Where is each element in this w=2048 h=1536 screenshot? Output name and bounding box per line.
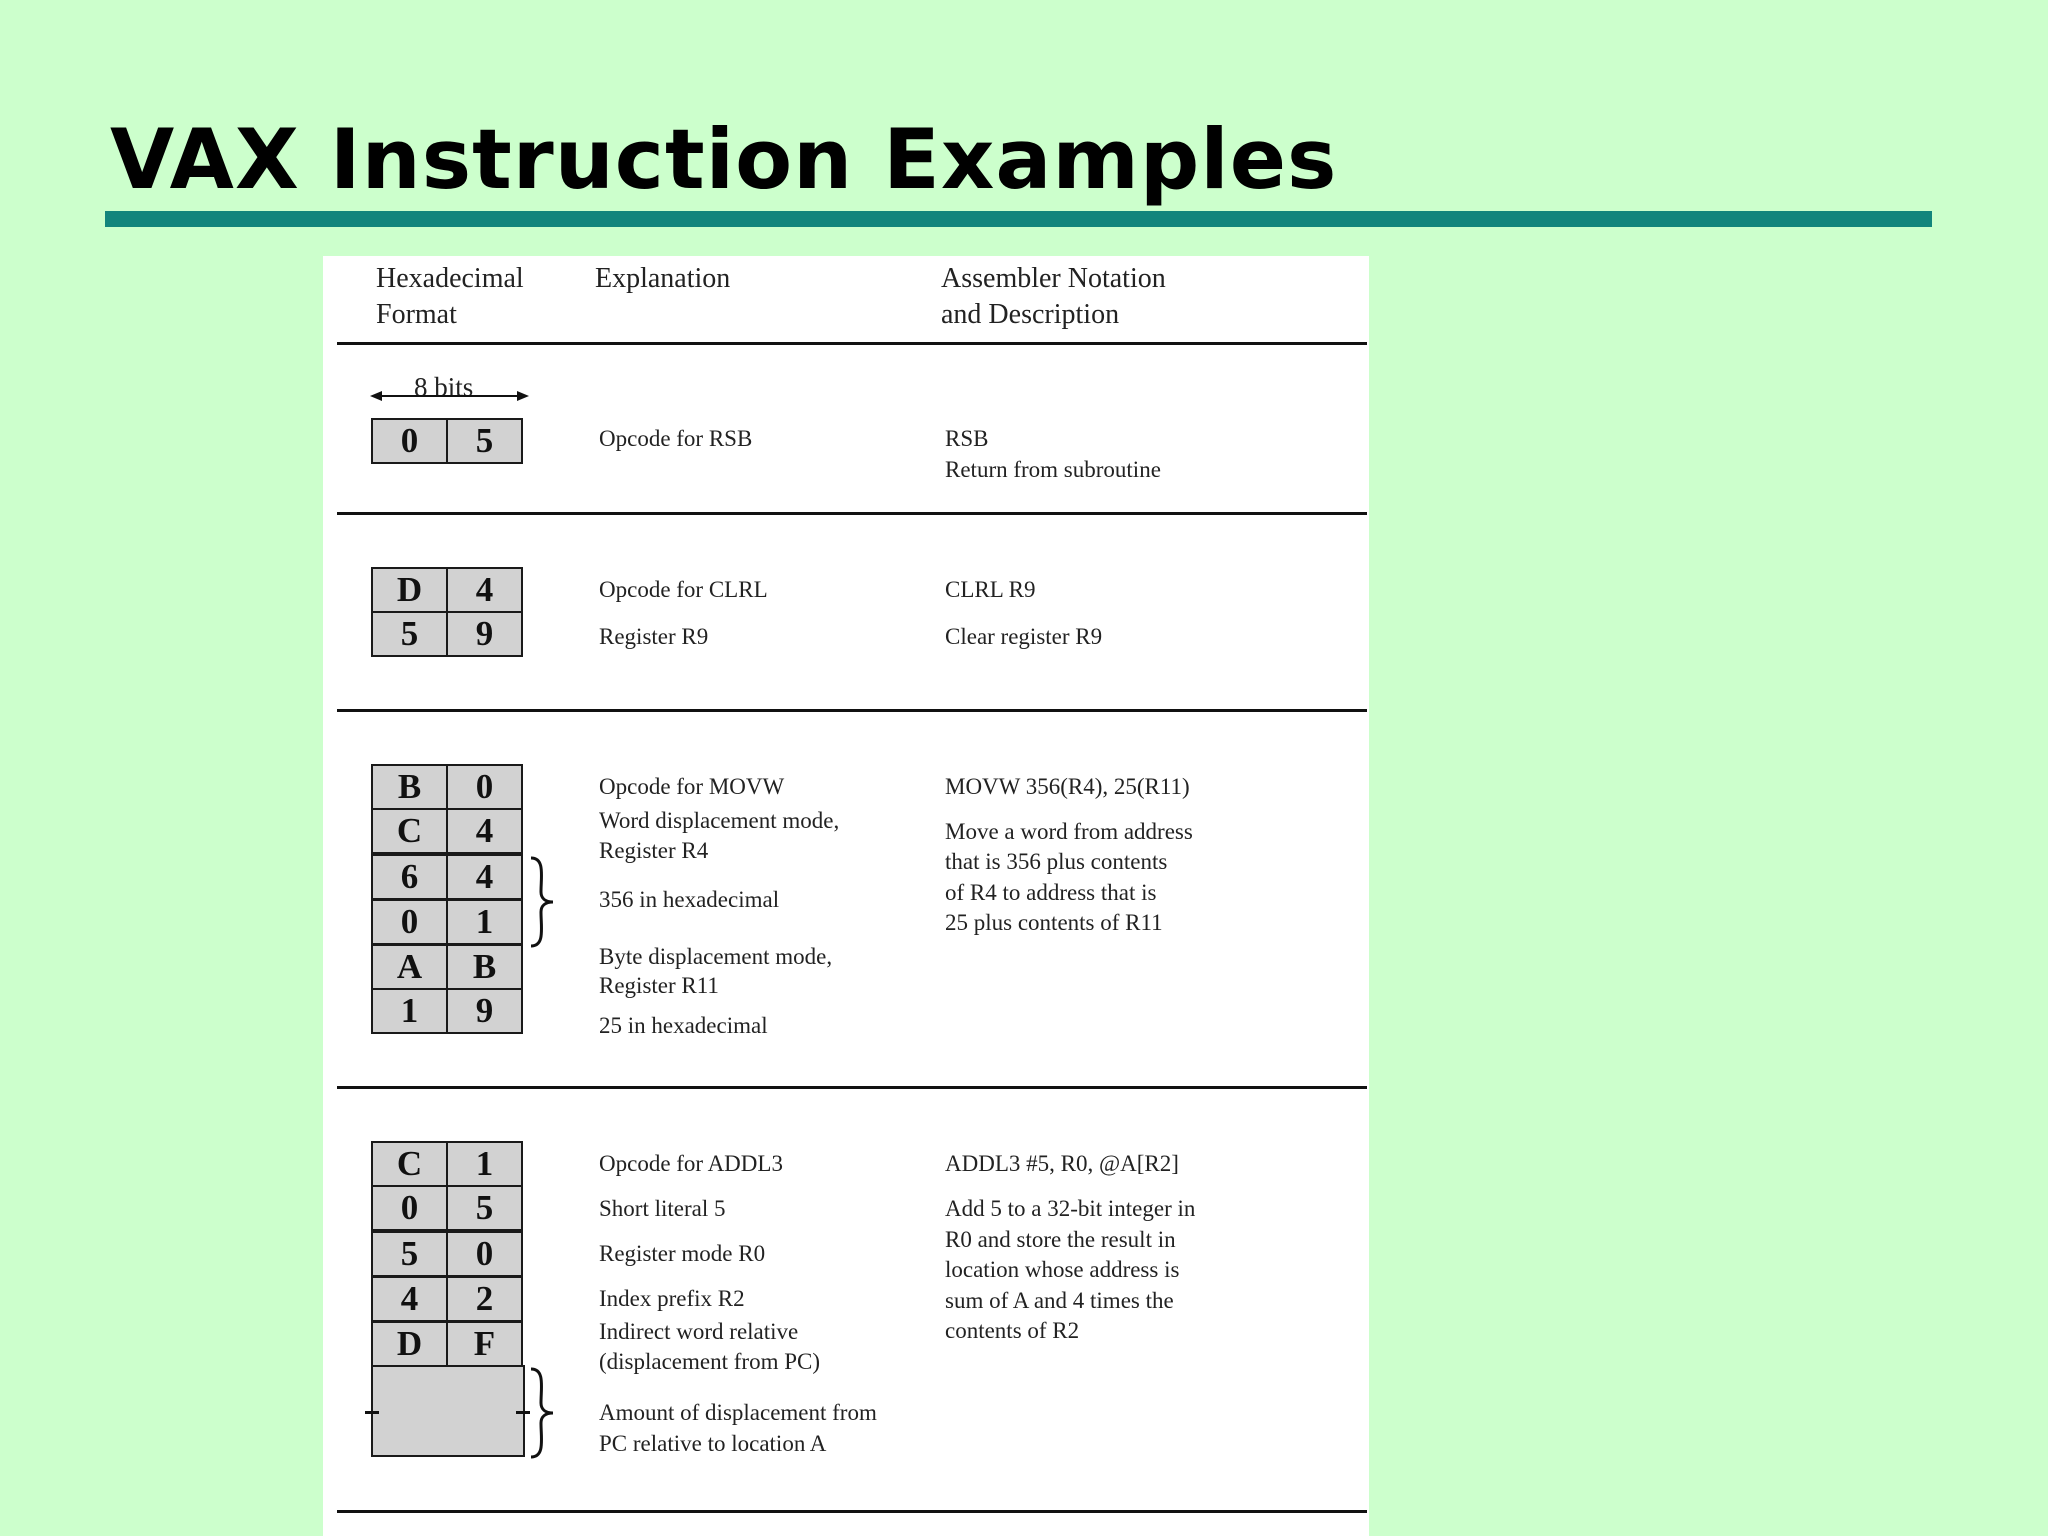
hex-cell: 0 [446,764,523,810]
assembler-text: CLRL R9 [945,577,1036,602]
hex-cell: 2 [446,1276,523,1322]
explanation-text: Indirect word relative [599,1319,799,1344]
hex-cell: 4 [446,808,523,854]
explanation-text: Word displacement mode, [599,808,840,833]
hex-cell: 5 [371,1231,448,1277]
explanation-text: Opcode for CLRL [599,577,768,602]
instruction-table-figure [323,256,1369,1536]
hex-cell: 4 [446,567,523,613]
header-assembler [941,261,1166,333]
hex-cell: 6 [371,854,448,900]
header-asm-line1: Assembler Notation [941,263,1166,294]
assembler-text: sum of A and 4 times the [945,1288,1174,1313]
hex-cell: 1 [446,1141,523,1187]
header-hex-line2: Format [376,299,457,330]
hex-cell: 1 [446,899,523,945]
hex-cell: C [371,808,448,854]
hex-cell: 4 [371,1276,448,1322]
header-hex-format [376,261,524,333]
row-divider [337,512,1367,515]
header-asm-line2: and Description [941,299,1120,330]
row-divider [337,1086,1367,1089]
explanation-text: Amount of displacement from [599,1400,877,1425]
hex-cell: 0 [371,1185,448,1231]
assembler-text: RSB [945,426,989,451]
assembler-text: location whose address is [945,1257,1180,1282]
explanation-text: Byte displacement mode, [599,944,833,969]
bits-label: 8 bits [414,372,474,402]
explanation-text: Opcode for MOVW [599,774,785,799]
bit-width-arrow [370,386,530,406]
assembler-text: Add 5 to a 32-bit integer in [945,1196,1196,1221]
explanation-text: PC relative to location A [599,1431,827,1456]
assembler-text: R0 and store the result in [945,1227,1176,1252]
hex-cell: 0 [371,418,448,464]
explanation-text: 356 in hexadecimal [599,887,780,912]
header-divider [337,342,1367,345]
assembler-text: Clear register R9 [945,624,1103,649]
explanation-text: Register mode R0 [599,1241,766,1266]
assembler-text: Move a word from address [945,819,1193,844]
hex-cell: 5 [446,1185,523,1231]
row-divider [337,1510,1367,1513]
explanation-text: Register R4 [599,838,709,863]
displacement-cell [371,1365,525,1457]
hex-cell: A [371,944,448,990]
boundary-tick [365,1411,379,1414]
header-hex-line1: Hexadecimal [376,263,524,294]
explanation-text: Register R11 [599,973,719,998]
hex-cell: 9 [446,988,523,1034]
assembler-text: contents of R2 [945,1318,1080,1343]
assembler-text: of R4 to address that is [945,880,1157,905]
explanation-text: Short literal 5 [599,1196,726,1221]
explanation-text: 25 in hexadecimal [599,1013,768,1038]
brace-icon [527,1367,557,1459]
explanation-text: Opcode for ADDL3 [599,1151,783,1176]
hex-cell: 0 [371,899,448,945]
assembler-text: 25 plus contents of R11 [945,910,1163,935]
title-underline [105,211,1932,227]
hex-cell: 0 [446,1231,523,1277]
hex-cell: D [371,1321,448,1367]
assembler-text: that is 356 plus contents [945,849,1168,874]
explanation-text: (displacement from PC) [599,1349,821,1374]
hex-cell: C [371,1141,448,1187]
explanation-text: Register R9 [599,624,709,649]
hex-cell: 5 [446,418,523,464]
assembler-text: Return from subroutine [945,457,1161,482]
explanation-text: Index prefix R2 [599,1286,745,1311]
explanation-text: Opcode for RSB [599,426,753,451]
hex-cell: 9 [446,611,523,657]
assembler-text: MOVW 356(R4), 25(R11) [945,774,1190,799]
hex-cell: 5 [371,611,448,657]
hex-cell: F [446,1321,523,1367]
header-explanation: Explanation [595,263,731,294]
row-divider [337,709,1367,712]
hex-cell: 4 [446,854,523,900]
hex-cell: B [446,944,523,990]
hex-cell: B [371,764,448,810]
hex-cell: 1 [371,988,448,1034]
hex-cell: D [371,567,448,613]
slide-title: VAX Instruction Examples [110,111,1338,208]
assembler-text: ADDL3 #5, R0, @A[R2] [945,1151,1179,1176]
brace-icon [527,856,557,948]
